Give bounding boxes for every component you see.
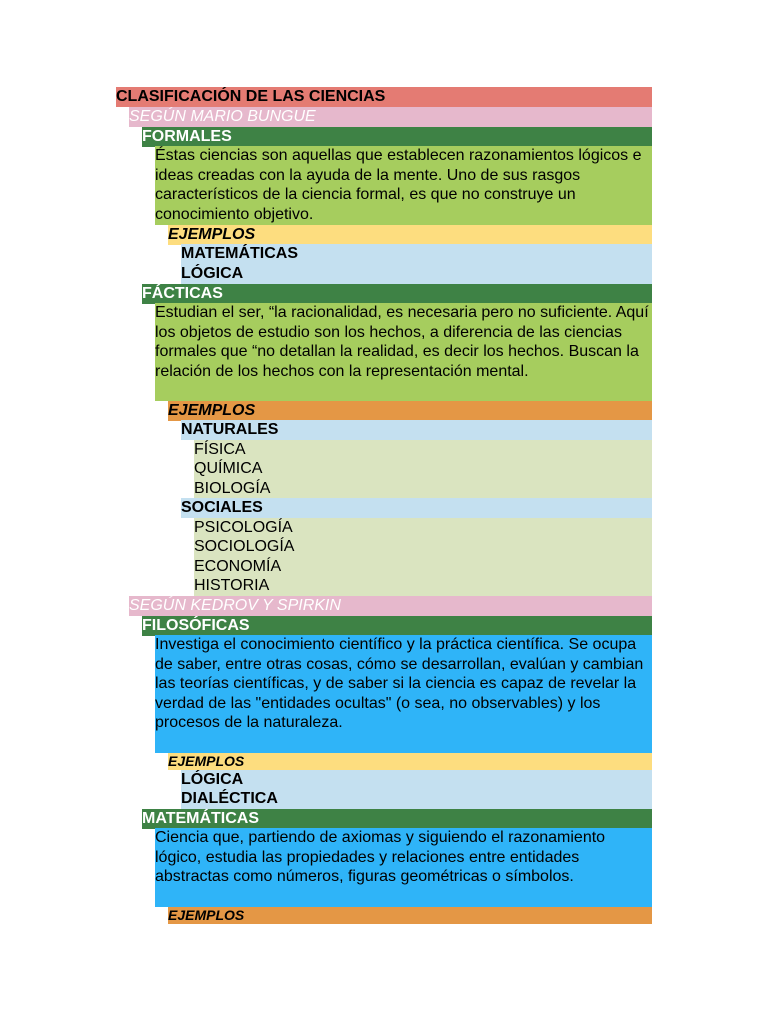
section-heading-bunge: SEGÚN MARIO BUNGUE <box>129 107 652 127</box>
example-logica: LÓGICA <box>181 264 652 284</box>
item-economia: ECONOMÍA <box>194 557 652 577</box>
category-filosoficas: FILOSÓFICAS <box>142 616 652 636</box>
item-biologia: BIOLOGÍA <box>194 479 652 499</box>
example-logica-2: LÓGICA <box>181 770 652 790</box>
category-formales: FORMALES <box>142 127 652 147</box>
examples-label-formales: EJEMPLOS <box>168 225 652 245</box>
item-fisica: FÍSICA <box>194 440 652 460</box>
example-dialectica: DIALÉCTICA <box>181 789 652 809</box>
examples-label-matematicas: EJEMPLOS <box>168 907 652 924</box>
item-sociologia: SOCIOLOGÍA <box>194 537 652 557</box>
subgroup-sociales: SOCIALES <box>181 498 652 518</box>
examples-label-filosoficas: EJEMPLOS <box>168 753 652 770</box>
category-matematicas: MATEMÁTICAS <box>142 809 652 829</box>
category-facticas: FÁCTICAS <box>142 284 652 304</box>
item-quimica: QUÍMICA <box>194 459 652 479</box>
item-psicologia: PSICOLOGÍA <box>194 518 652 538</box>
item-historia: HISTORIA <box>194 576 652 596</box>
example-matematicas: MATEMÁTICAS <box>181 244 652 264</box>
page-title: CLASIFICACIÓN DE LAS CIENCIAS <box>116 87 652 107</box>
examples-label-facticas: EJEMPLOS <box>168 401 652 421</box>
description-formales: Éstas ciencias son aquellas que establecen razonamientos lógicos e ideas creadas con la ayuda de la mente. Uno de sus rasgos característicos de la ciencia formal, es que no construye un conocimiento objetivo. <box>155 146 652 225</box>
description-matematicas: Ciencia que, partiendo de axiomas y siguiendo el razonamiento lógico, estudia las propiedades y relaciones entre entidades abstractas como números, figuras geométricas o símbolos. <box>155 828 652 907</box>
subgroup-naturales: NATURALES <box>181 420 652 440</box>
description-facticas: Estudian el ser, “la racionalidad, es necesaria pero no suficiente. Aquí los objetos de estudio son los hechos, a diferencia de las ciencias formales que “no detallan la realidad, es decir los hechos. Buscan la relación de los hechos con la representación mental. <box>155 303 652 401</box>
description-filosoficas: Investiga el conocimiento científico y la práctica científica. Se ocupa de saber, entre otras cosas, cómo se desarrollan, evalúan y cambian las teorías científicas, y de saber si la ciencia es capaz de revelar la verdad de las "entidades ocultas" (o sea, no observables) y los procesos de la naturaleza. <box>155 635 652 753</box>
section-heading-kedrov: SEGÚN KEDROV Y SPIRKIN <box>129 596 652 616</box>
